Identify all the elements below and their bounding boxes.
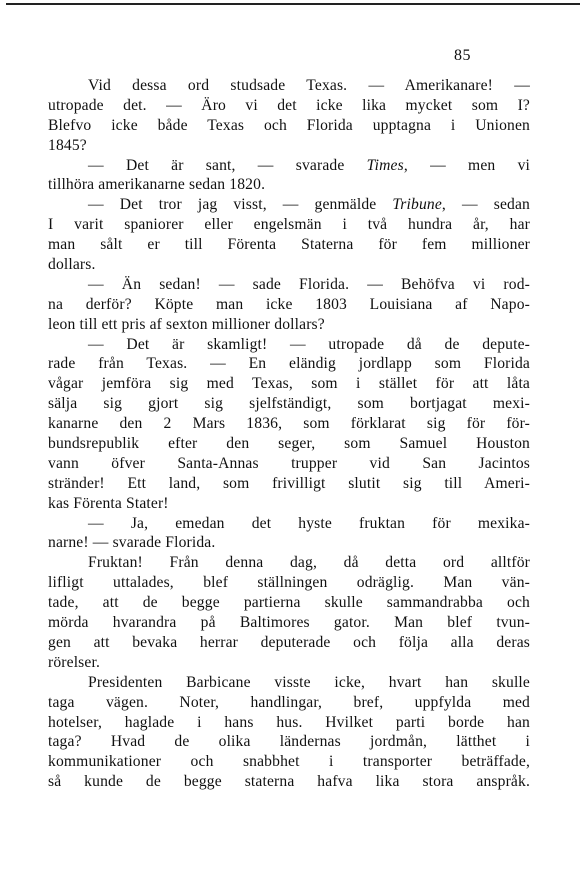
text-line: lifligt uttalades, blef ställningen odräglig. Man vän- xyxy=(48,574,530,592)
text-line: dollars. xyxy=(48,256,96,274)
text-line: 1845? xyxy=(48,136,87,154)
text-line: gen att bevaka herrar deputerade och följa alla deras xyxy=(48,633,530,651)
text-line: na derför? Köpte man icke 1803 Louisiana af Napo- xyxy=(48,295,530,313)
text-line: sälja sig gjort sig sjelfständigt, som bortjagat mexi- xyxy=(48,395,530,413)
text-line: Blefvo icke både Texas och Florida upptagna i Unionen xyxy=(48,116,530,134)
text-line: mörda hvarandra på Baltimores gator. Man blef tvun- xyxy=(48,614,530,632)
text-line: bundsrepublik efter den seger, som Samuel Houston xyxy=(48,435,530,453)
text-line: kommunikationer och snabbhet i transporter beträffade, xyxy=(48,753,530,771)
text-line: leon till ett pris af sexton millioner dollars? xyxy=(48,315,325,333)
text-line: hotelser, haglade i hans hus. Hvilket parti borde han xyxy=(48,713,530,731)
text-line: så kunde de begge staterna hafva lika stora anspråk. xyxy=(48,773,530,791)
text-line: tillhöra amerikanarne sedan 1820. xyxy=(48,176,266,194)
text-line: taga? Hvad de olika ländernas jordmån, lätthet i xyxy=(48,733,530,751)
text-line: taga vägen. Noter, handlingar, bref, uppfylda med xyxy=(48,693,530,711)
text-line: Vid dessa ord studsade Texas. — Amerikanare! — xyxy=(88,77,530,94)
text-line: narne! — svarade Florida. xyxy=(48,534,216,552)
text-line: vågar jemföra sig med Texas, som i stället för att låta xyxy=(48,375,530,393)
text-line: rörelser. xyxy=(48,653,101,671)
text-line: — Ja, emedan det hyste fruktan för mexika- xyxy=(88,514,530,532)
text-line: tade, att de begge partierna skulle sammandrabba och xyxy=(48,594,530,612)
text-line: man sålt er till Förenta Staterna för fem millioner xyxy=(48,236,530,254)
page-number: 85 xyxy=(454,47,471,64)
text-line: stränder! Ett land, som frivilligt slutit sig till Ameri- xyxy=(48,474,530,492)
top-rule xyxy=(6,3,580,5)
text-line: — Än sedan! — sade Florida. — Behöfva vi rod- xyxy=(88,275,530,293)
text-line: Presidenten Barbicane visste icke, hvart han skulle xyxy=(88,673,530,691)
text-line: Fruktan! Från denna dag, då detta ord alltför xyxy=(88,554,530,572)
text-line: vann öfver Santa-Annas trupper vid San Jacintos xyxy=(48,454,530,472)
body-text xyxy=(48,76,530,792)
text-line: I varit spaniorer eller engelsmän i två hundra år, har xyxy=(48,216,530,234)
text-line: rade från Texas. — En eländig jordlapp som Florida xyxy=(48,355,530,373)
text-line: — Det tror jag visst, — genmälde Tribune, — sedan xyxy=(88,196,530,214)
text-line: — Det är skamligt! — utropade då de depute- xyxy=(88,335,530,353)
text-line: — Det är sant, — svarade Times, — men vi xyxy=(88,156,531,174)
text-line: kas Förenta Stater! xyxy=(48,494,169,512)
text-line: kanarne den 2 Mars 1836, som förklarat sig för för- xyxy=(48,415,530,433)
text-line: utropade det. — Äro vi det icke lika mycket som I? xyxy=(48,96,530,114)
